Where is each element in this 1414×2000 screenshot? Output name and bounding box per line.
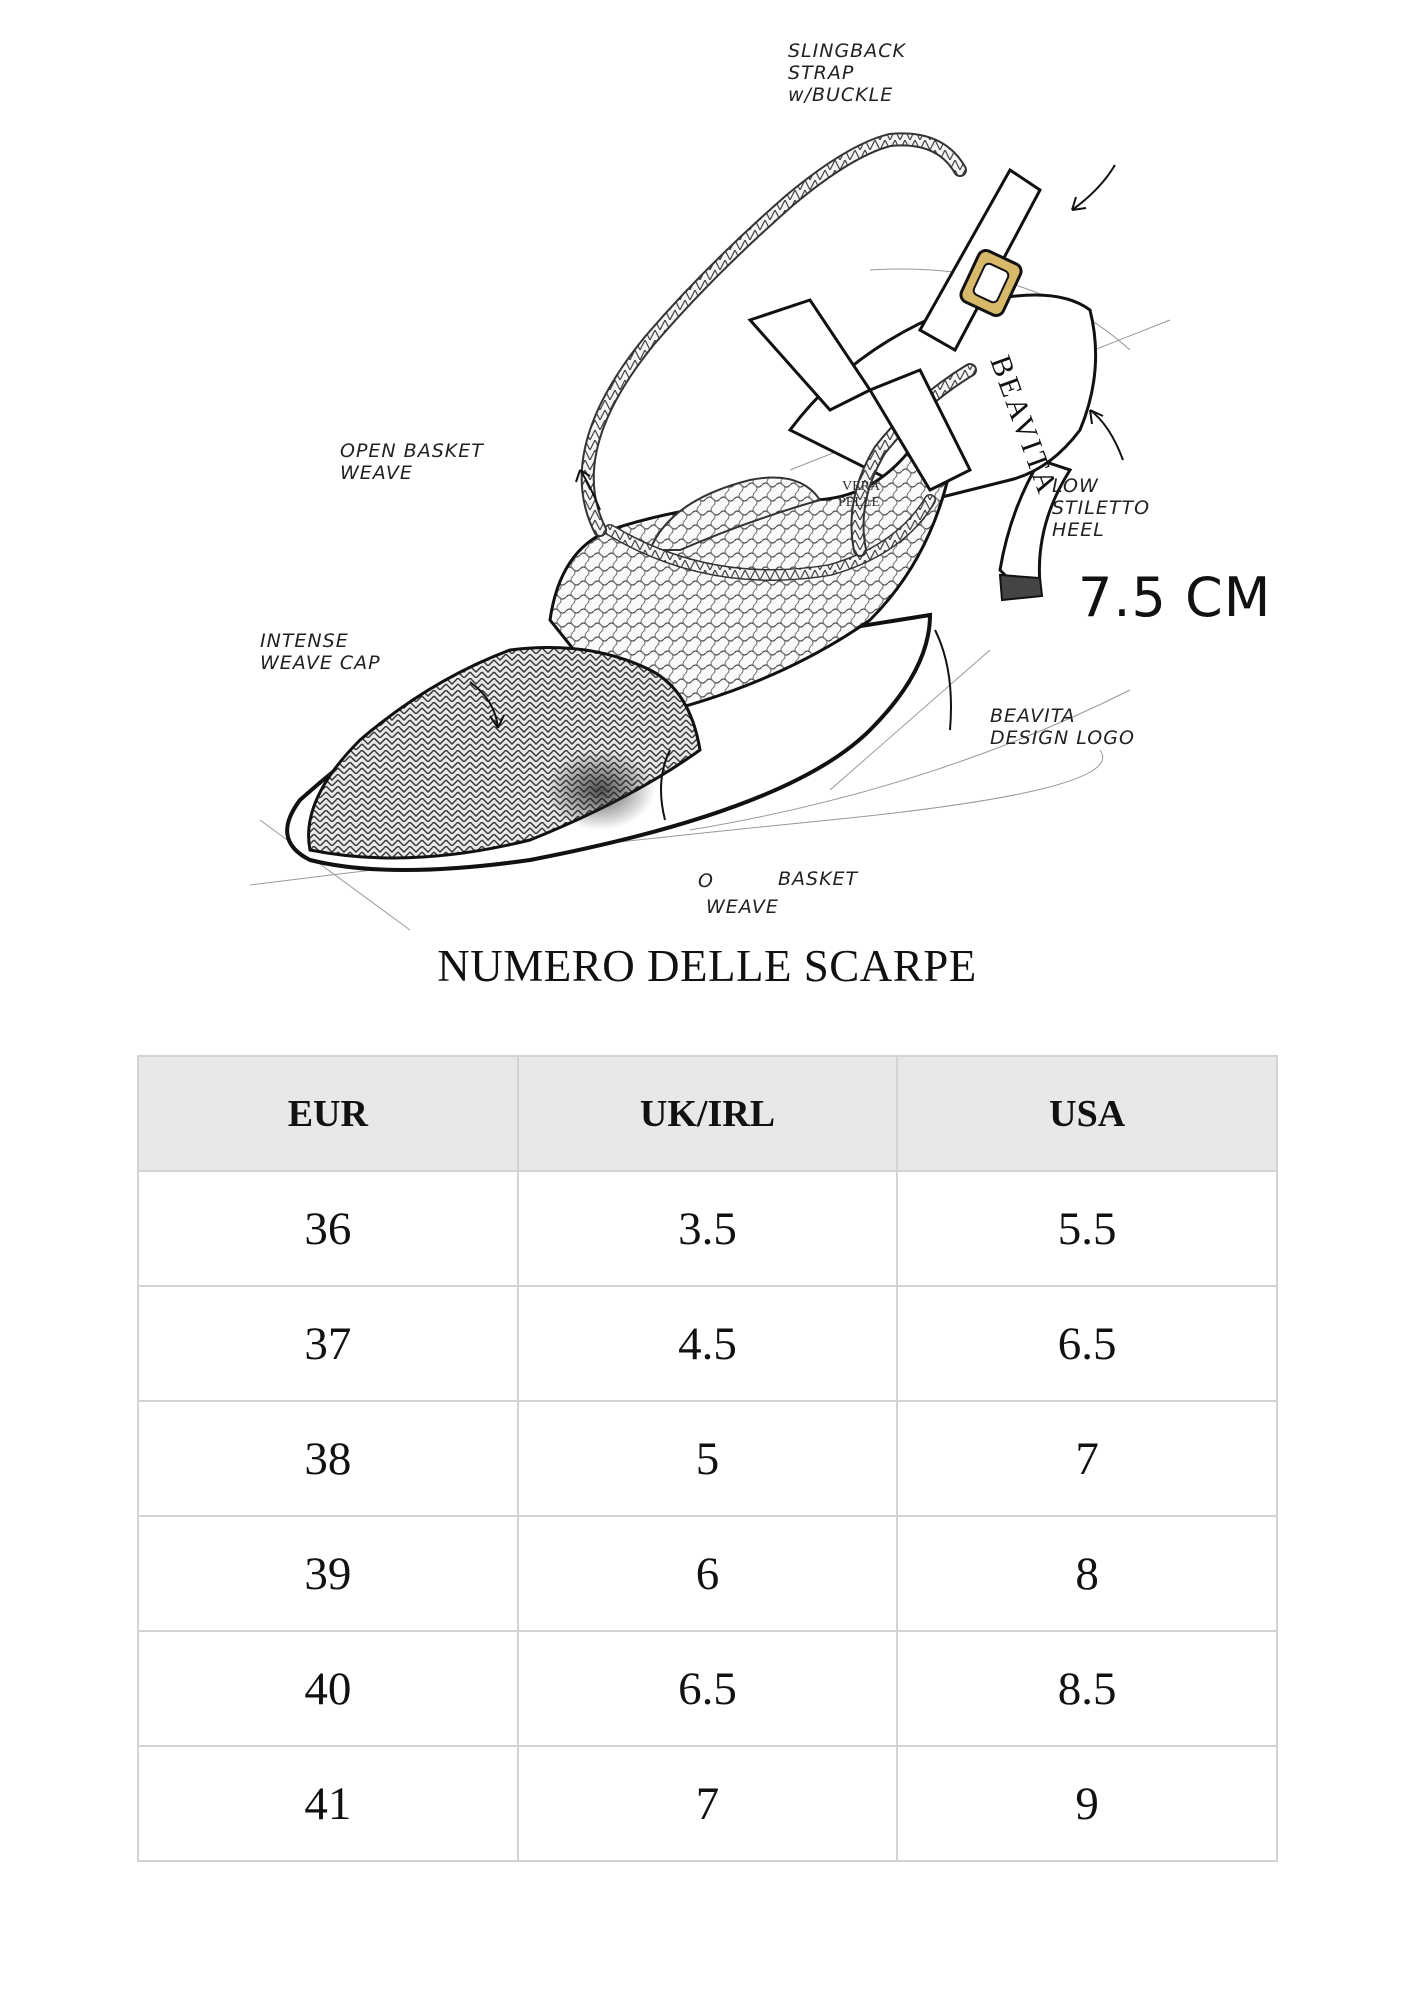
cell-eur: 40 bbox=[138, 1631, 518, 1746]
table-row bbox=[138, 1401, 1277, 1516]
label-low-stiletto-heel: LOW STILETTO HEEL bbox=[1052, 475, 1151, 541]
insole-brand: BEAVITA bbox=[983, 351, 1065, 500]
cell-usa: 9 bbox=[897, 1746, 1277, 1861]
table-row bbox=[138, 1631, 1277, 1746]
cell-usa: 8 bbox=[897, 1516, 1277, 1631]
table-header-row bbox=[138, 1056, 1277, 1171]
label-slingback-strap: SLINGBACK STRAP w/BUCKLE bbox=[788, 40, 906, 106]
heel-height-label: 7.5 CM bbox=[1078, 566, 1272, 629]
cell-uk-irl: 4.5 bbox=[518, 1286, 898, 1401]
label-open-basket-weave-top: OPEN BASKET WEAVE bbox=[340, 440, 484, 484]
cell-uk-irl: 5 bbox=[518, 1401, 898, 1516]
table-row bbox=[138, 1746, 1277, 1861]
page-title: NUMERO DELLE SCARPE bbox=[437, 941, 977, 991]
cell-uk-irl: 7 bbox=[518, 1746, 898, 1861]
cell-uk-irl: 6.5 bbox=[518, 1631, 898, 1746]
cell-eur: 37 bbox=[138, 1286, 518, 1401]
label-design-logo: BEAVITA DESIGN LOGO bbox=[990, 705, 1135, 749]
cell-uk-irl: 3.5 bbox=[518, 1171, 898, 1286]
cell-usa: 6.5 bbox=[897, 1286, 1277, 1401]
table-row bbox=[138, 1286, 1277, 1401]
cell-eur: 38 bbox=[138, 1401, 518, 1516]
cell-usa: 8.5 bbox=[897, 1631, 1277, 1746]
cell-eur: 36 bbox=[138, 1171, 518, 1286]
column-header-eur: EUR bbox=[138, 1056, 518, 1171]
table-row bbox=[138, 1171, 1277, 1286]
insole-text: VERA PELLE bbox=[838, 479, 881, 510]
label-open-basket-weave-bottom-weave: WEAVE bbox=[706, 896, 779, 918]
column-header-uk-irl: UK/IRL bbox=[518, 1056, 898, 1171]
column-header-usa: USA bbox=[897, 1056, 1277, 1171]
cell-eur: 39 bbox=[138, 1516, 518, 1631]
shoe-sketch bbox=[230, 30, 1200, 940]
label-intense-weave-cap: INTENSE WEAVE CAP bbox=[260, 630, 381, 674]
size-chart-table bbox=[137, 1055, 1278, 1862]
label-open-basket-weave-bottom-o: O bbox=[698, 870, 714, 892]
cell-usa: 7 bbox=[897, 1401, 1277, 1516]
cell-uk-irl: 6 bbox=[518, 1516, 898, 1631]
cell-usa: 5.5 bbox=[897, 1171, 1277, 1286]
table-row bbox=[138, 1516, 1277, 1631]
label-open-basket-weave-bottom-basket: BASKET bbox=[778, 868, 859, 890]
cell-eur: 41 bbox=[138, 1746, 518, 1861]
